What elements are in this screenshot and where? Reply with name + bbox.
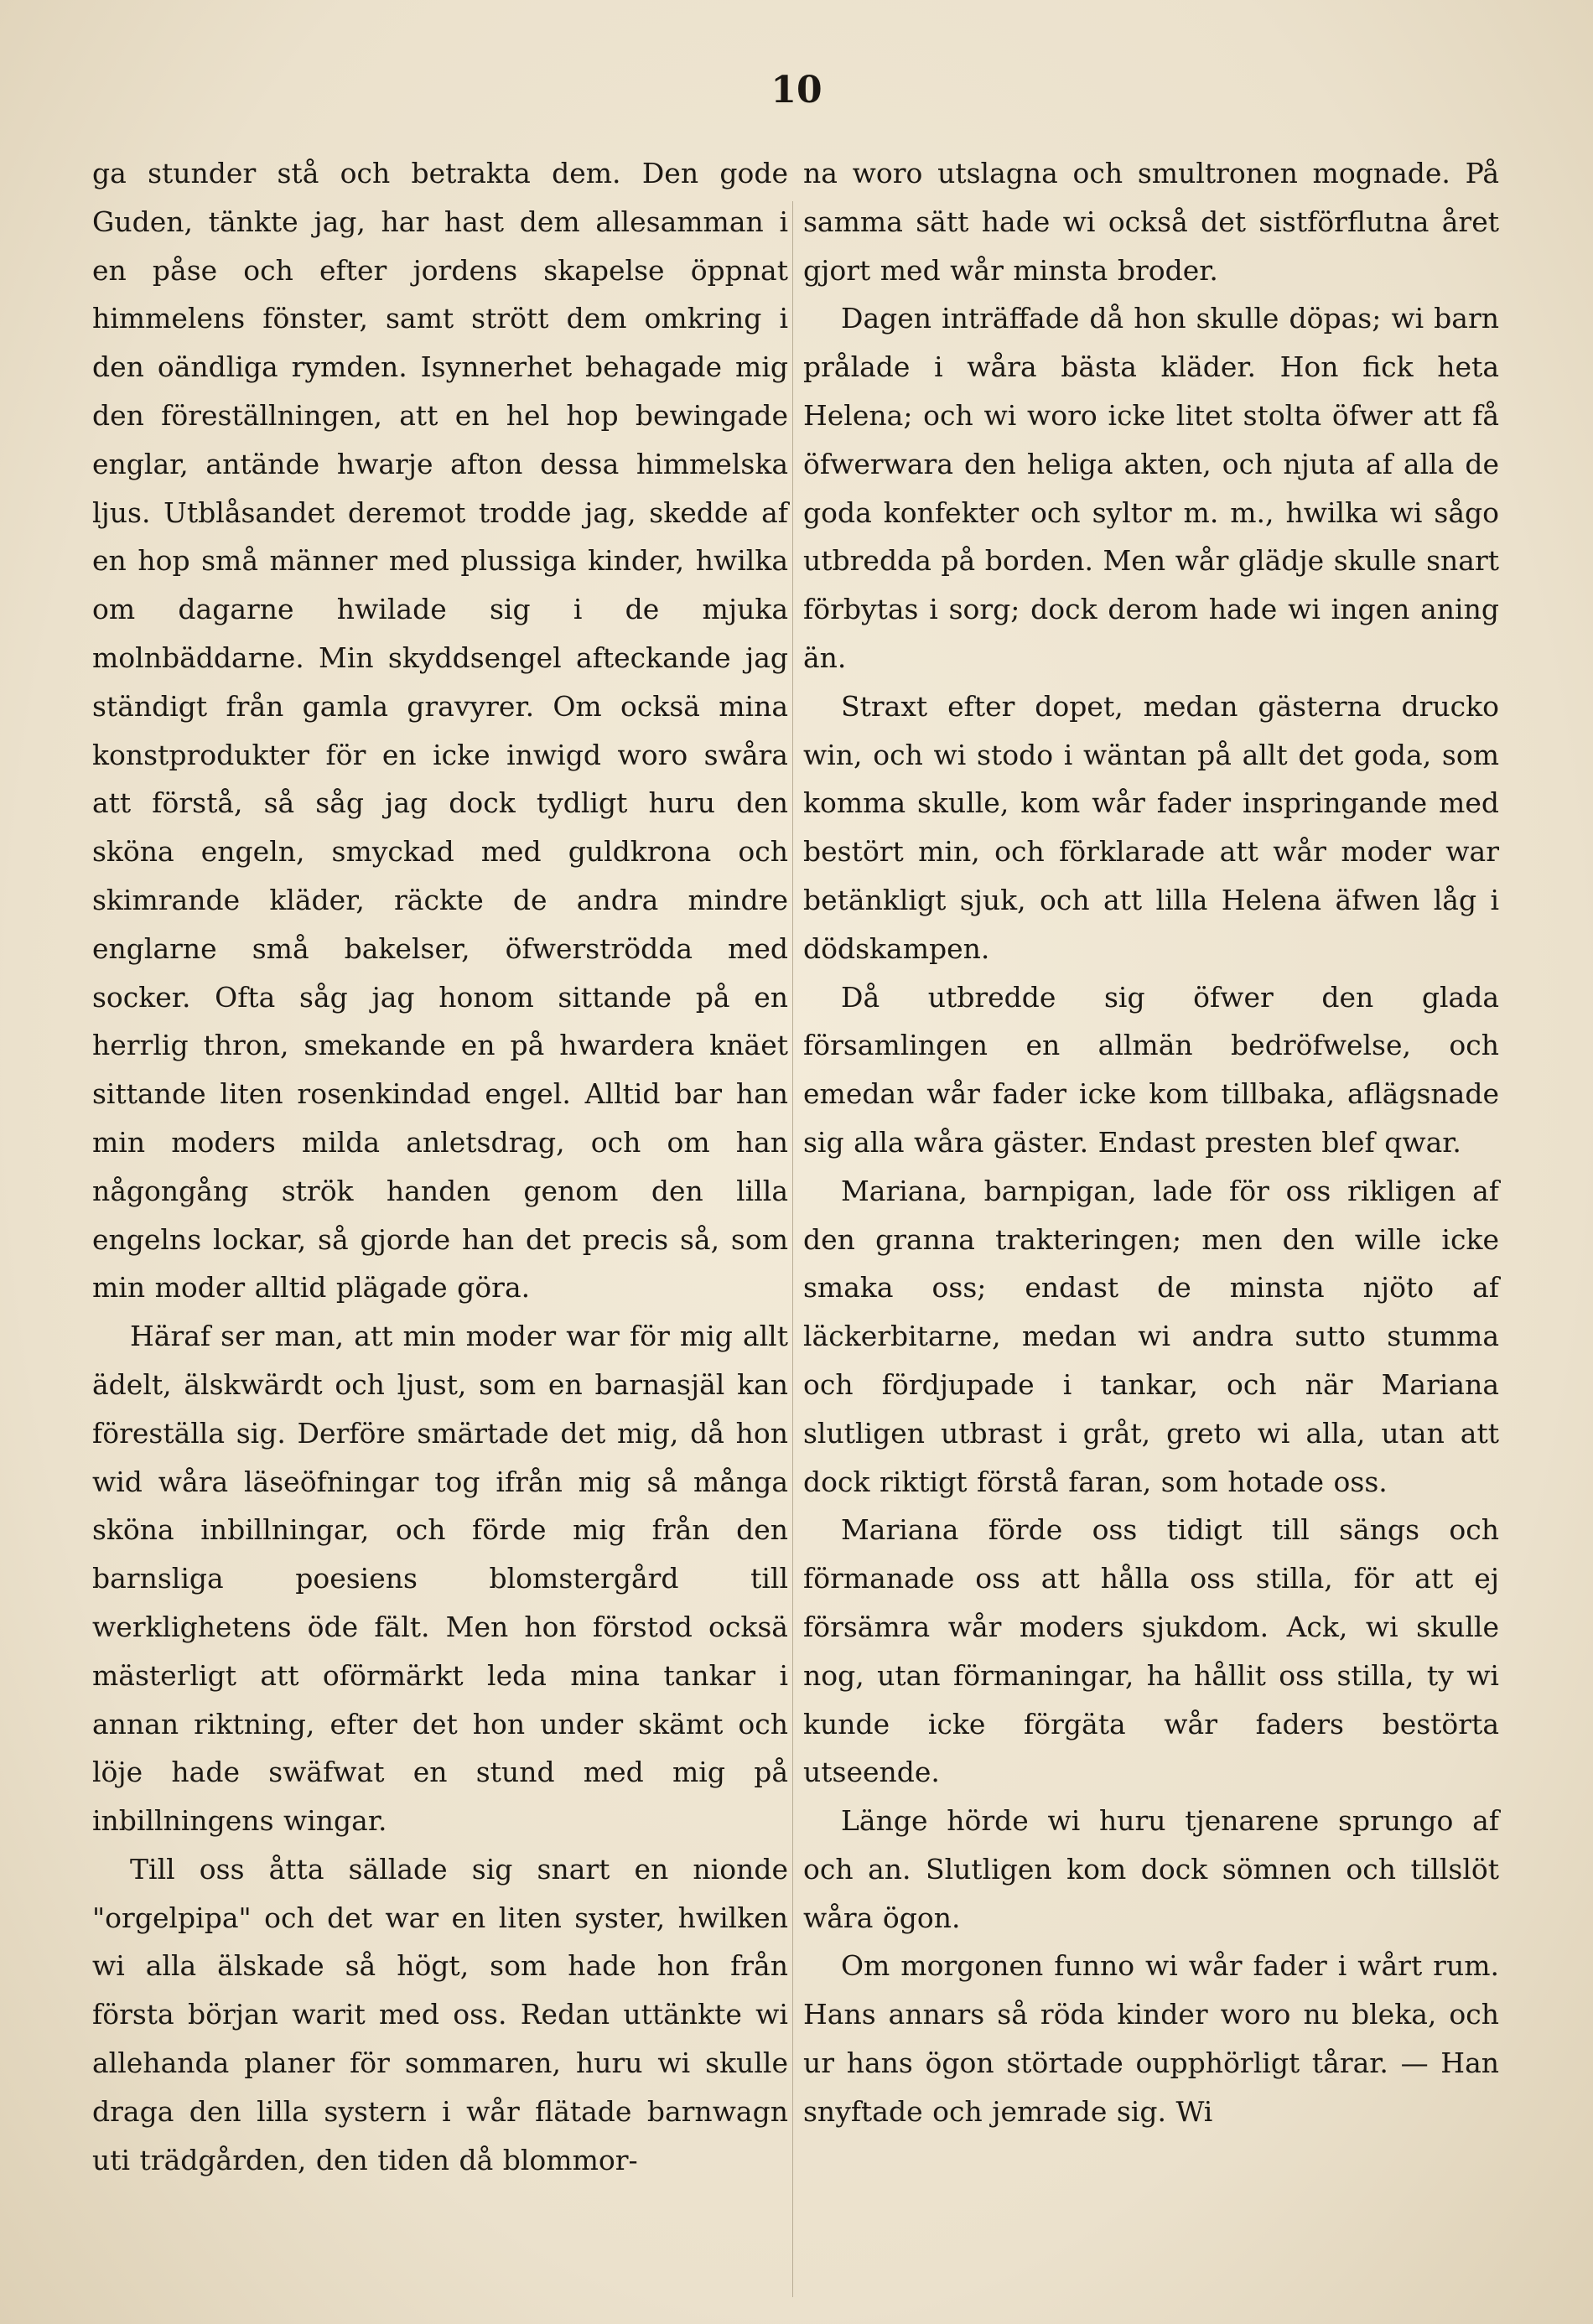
- paragraph: Då utbredde sig öfwer den glada församlingen en allmän bedröfwelse, och emedan wår fader icke kom tillbaka, aflägsnade sig alla wåra gäster. Endast presten blef qwar.: [803, 980, 1499, 1159]
- paragraph: Häraf ser man, att min moder war för mig allt ädelt, älskwärdt och ljust, som en barnasjäl kan föreställa sig. Derföre smärtade det mig, då hon wid wåra läseöfningar tog ifrån mig så många sköna inbillningar, och förde mig från den barnsliga poesiens blomstergård till werklighetens öde fält. Men hon förstod ocksä mästerligt att oförmärkt leda mina tankar i annan riktning, efter det hon under skämt och löje hade swäfwat en stund med mig på inbillningens wingar.: [92, 1320, 788, 1838]
- page-number: 10: [771, 69, 822, 112]
- paragraph: Till oss åtta sällade sig snart en nionde "orgelpipa" och det war en liten syster, hwilken wi alla älskade så högt, som hade hon från första början warit med oss. Redan uttänkte wi allehanda planer för sommaren, huru wi skulle draga den lilla systern i wår flätade barnwagn uti trädgården, den tiden då blommor-: [92, 1852, 788, 2176]
- paragraph: Mariana, barnpigan, lade för oss rikligen af den granna trakteringen; men den wille icke smaka oss; endast de minsta njöto af läckerbitarne, medan wi andra sutto stumma och fördjupade i tankar, och när Mariana slutligen utbrast i gråt, greto wi alla, utan att dock riktigt förstå faran, som hotade oss.: [803, 1174, 1499, 1498]
- paragraph: Om morgonen funno wi wår fader i wårt rum. Hans annars så röda kinder woro nu bleka, och ur hans ögon störtade oupphörligt tårar. — Han snyftade och jemrade sig. Wi: [803, 1949, 1499, 2128]
- paragraph: Mariana förde oss tidigt till sängs och förmanade oss att hålla oss stilla, för att ej försämra wår moders sjukdom. Ack, wi skulle nog, utan förmaningar, ha hållit oss stilla, ty wi kunde icke förgäta wår faders bestörta utseende.: [803, 1513, 1499, 1789]
- paragraph: Straxt efter dopet, medan gästerna drucko win, och wi stodo i wäntan på allt det goda, som komma skulle, kom wår fader inspringande med bestört min, och förklarade att wår moder war betänkligt sjuk, och att lilla Helena äfwen låg i dödskampen.: [803, 689, 1499, 965]
- left-column: [92, 149, 788, 2184]
- column-divider: [792, 201, 793, 2297]
- paragraph: Länge hörde wi huru tjenarene sprungo af och an. Slutligen kom dock sömnen och tillslöt wåra ögon.: [803, 1804, 1499, 1934]
- right-column: [803, 149, 1499, 2136]
- paragraph: na woro utslagna och smultronen mognade. På samma sätt hade wi också det sistförflutna året gjort med wår minsta broder.: [803, 157, 1499, 287]
- paragraph: Dagen inträffade då hon skulle döpas; wi barn prålade i wåra bästa kläder. Hon fick heta Helena; och wi woro icke litet stolta öfwer att få öfwerwara den heliga akten, och njuta af alla de goda konfekter och syltor m. m., hwilka wi sågo utbredda på borden. Men wår glädje skulle snart förbytas i sorg; dock derom hade wi ingen aning än.: [803, 302, 1499, 674]
- paragraph: ga stunder stå och betrakta dem. Den gode Guden, tänkte jag, har hast dem allesamman i en påse och efter jordens skapelse öppnat himmelens fönster, samt strött dem omkring i den oändliga rymden. Isynnerhet behagade mig den föreställningen, att en hel hop bewingade englar, antände hwarje afton dessa himmelska ljus. Utblåsandet deremot trodde jag, skedde af en hop små männer med plussiga kinder, hwilka om dagarne hwilade sig i de mjuka molnbäddarne. Min skyddsengel afteckande jag ständigt från gamla gravyrer. Om ocksä mina konstprodukter för en icke inwigd woro swåra att förstå, så såg jag dock tydligt huru den sköna engeln, smyckad med guldkrona och skimrande kläder, räckte de andra mindre englarne små bakelser, öfwerströdda med socker. Ofta såg jag honom sittande på en herrlig thron, smekande en på hwardera knäet sittande liten rosenkindad engel. Alltid bar han min moders milda anletsdrag, och om han någongång strök handen genom den lilla engelns lockar, så gjorde han det precis så, som min moder alltid plägade göra.: [92, 157, 788, 1305]
